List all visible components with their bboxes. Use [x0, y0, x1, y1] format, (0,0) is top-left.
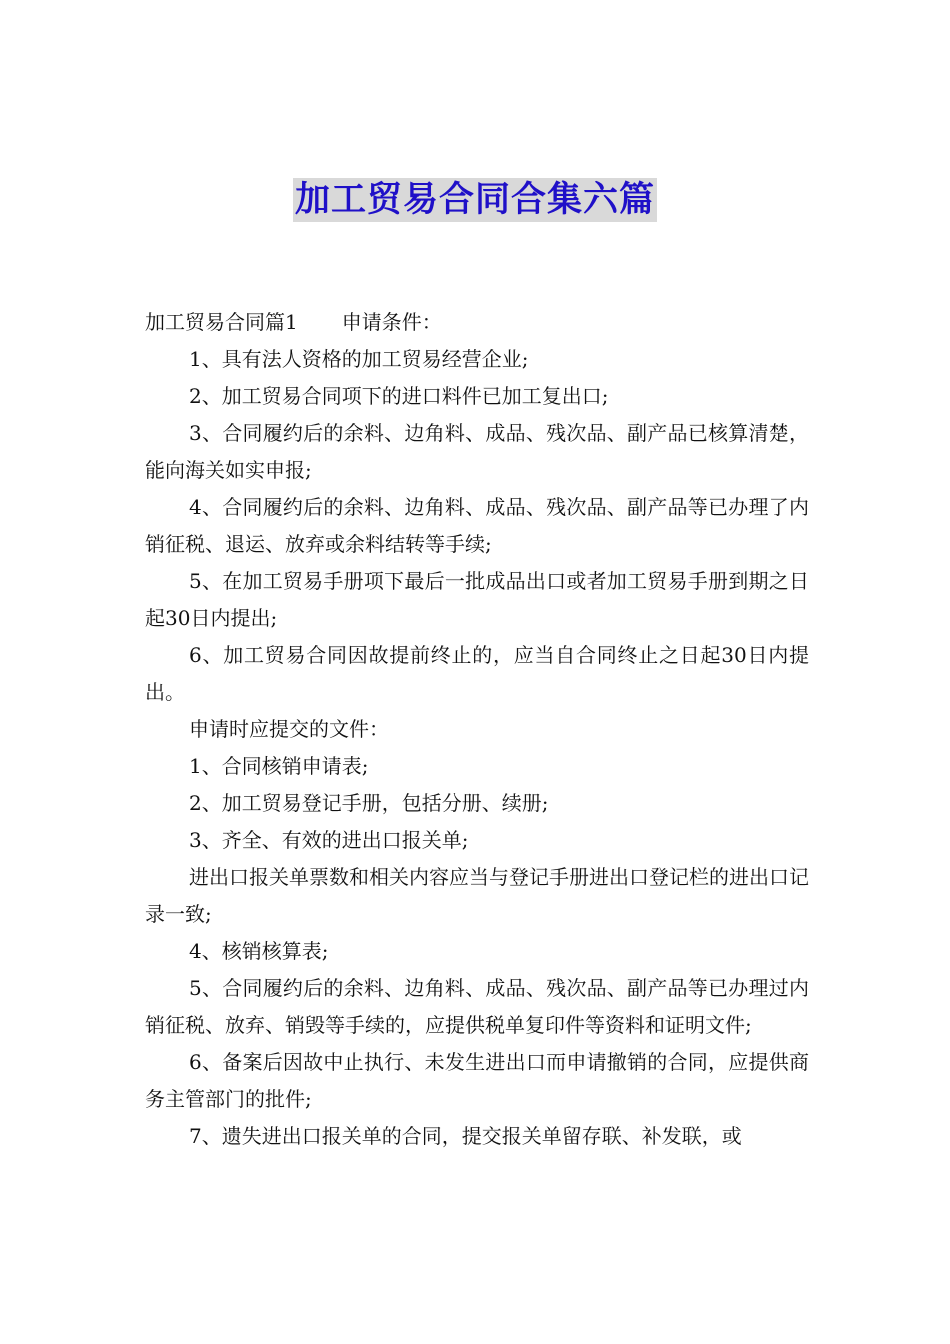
- paragraph: 2、加工贸易登记手册，包括分册、续册;: [189, 791, 549, 815]
- intro-heading: 加工贸易合同篇1: [145, 310, 298, 334]
- paragraph: 7、遗失进出口报关单的合同，提交报关单留存联、补发联，或: [189, 1124, 742, 1148]
- title-container: [0, 178, 950, 222]
- paragraph: 3、合同履约后的余料、边角料、成品、残次品、副产品已核算清楚，能向海关如实申报;: [145, 421, 809, 482]
- paragraph: 5、在加工贸易手册项下最后一批成品出口或者加工贸易手册到期之日起30日内提出;: [145, 569, 809, 630]
- paragraph: 1、具有法人资格的加工贸易经营企业;: [189, 347, 529, 371]
- paragraph: 4、合同履约后的余料、边角料、成品、残次品、副产品等已办理了内销征税、退运、放弃或余料结转等手续;: [145, 495, 809, 556]
- document-body: [145, 304, 809, 1155]
- paragraph: 5、合同履约后的余料、边角料、成品、残次品、副产品等已办理过内销征税、放弃、销毁等手续的，应提供税单复印件等资料和证明文件;: [145, 976, 809, 1037]
- paragraph: 4、核销核算表;: [189, 939, 329, 963]
- paragraph: 6、备案后因故中止执行、未发生进出口而申请撤销的合同，应提供商务主管部门的批件;: [145, 1050, 809, 1111]
- intro-paragraph: [145, 304, 809, 341]
- paragraph: 2、加工贸易合同项下的进口料件已加工复出口;: [189, 384, 609, 408]
- paragraph: 1、合同核销申请表;: [189, 754, 369, 778]
- intro-text: 申请条件：: [341, 310, 442, 334]
- paragraph: 申请时应提交的文件：: [189, 717, 389, 741]
- paragraph: 3、齐全、有效的进出口报关单;: [189, 828, 469, 852]
- paragraph: 进出口报关单票数和相关内容应当与登记手册进出口登记栏的进出口记录一致;: [145, 865, 809, 926]
- paragraph: 6、加工贸易合同因故提前终止的，应当自合同终止之日起30日内提出。: [145, 643, 809, 704]
- document-title: 加工贸易合同合集六篇: [294, 180, 655, 220]
